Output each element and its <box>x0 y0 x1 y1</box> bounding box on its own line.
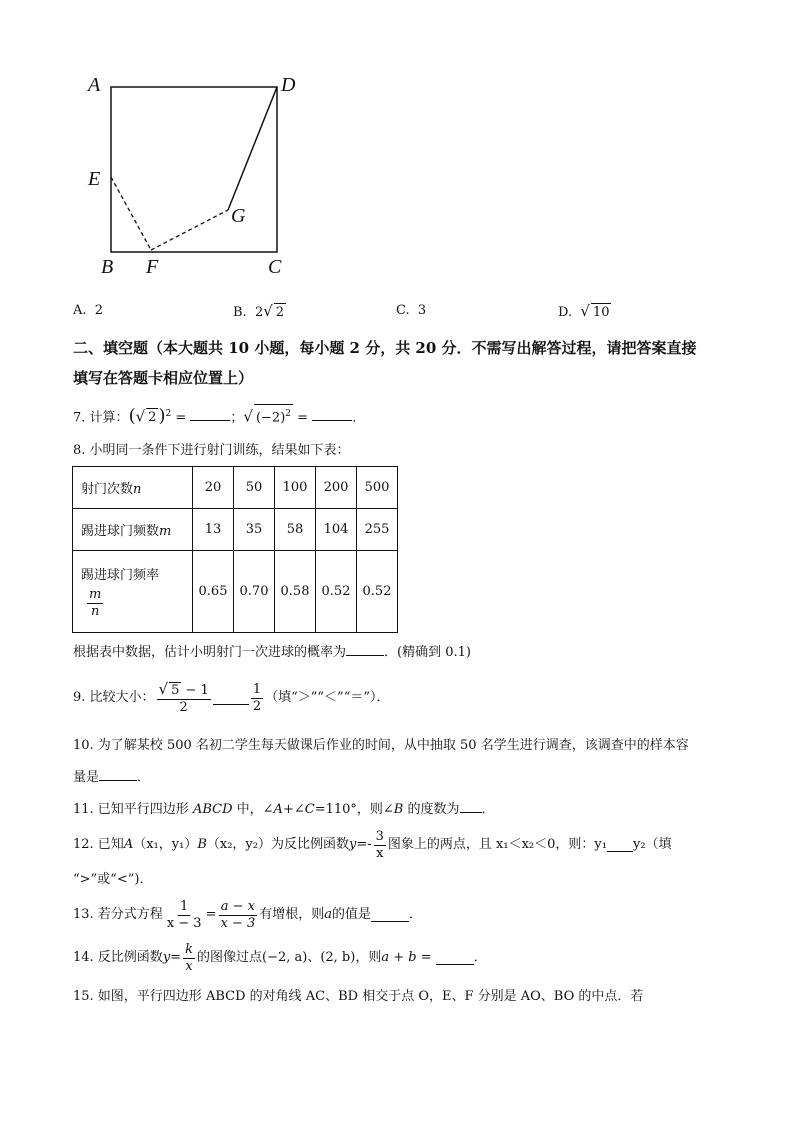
geometry-figure <box>0 0 794 300</box>
table-cell: 500 <box>357 467 398 509</box>
table-cell: 20 <box>193 467 234 509</box>
answer-blank[interactable] <box>346 643 384 656</box>
answer-blank[interactable] <box>460 800 482 813</box>
table-row <box>73 467 398 509</box>
answer-blank[interactable] <box>607 839 633 852</box>
table-cell: 58 <box>275 509 316 551</box>
point-label-g: G <box>231 205 246 227</box>
point-label-b: B <box>101 256 114 278</box>
row-header: 射门次数n <box>73 467 193 509</box>
table-cell: 0.65 <box>193 551 234 633</box>
table-cell: 0.70 <box>234 551 275 633</box>
option-d[interactable]: D. √ 10 <box>558 302 610 320</box>
table-cell: 0.58 <box>275 551 316 633</box>
point-label-c: C <box>268 256 282 278</box>
option-b[interactable]: B. 2√ 2 <box>233 302 285 320</box>
table-cell: 255 <box>357 509 398 551</box>
dashed-segment-ef <box>111 177 151 250</box>
question-10-line2: 量是 ． <box>73 770 151 785</box>
shots-table <box>72 466 398 633</box>
table-cell: 104 <box>316 509 357 551</box>
section-heading-line2: 填写在答题卡相应位置上） <box>73 369 254 387</box>
table-cell: 100 <box>275 467 316 509</box>
question-10-line1: 10. 为了解某校 500 名初二学生每天做课后作业的时间，从中抽取 50 名学生进行调查，该调查中的样本容 <box>73 738 689 753</box>
row-header: 踢进球门频率 $\frac{m}{n}$ <box>73 551 193 633</box>
answer-blank[interactable] <box>436 952 474 965</box>
point-label-a: A <box>88 74 101 96</box>
question-13: 13. 若分式方程 $\frac{1}{x - 3}$ = $\frac{a - x}{x - 3}$ 有增根，则 a 的值是 ． <box>73 898 423 931</box>
question-12-line2: “>”或“<”)． <box>73 872 153 887</box>
answer-blank[interactable] <box>99 768 137 781</box>
question-9: 9. 比较大小： $\frac{√ 5 - 1}{2}$ $\frac{1}{2}$ （填“＞”“＜”“＝”）． <box>73 679 390 715</box>
point-label-f: F <box>146 256 159 278</box>
table-cell: 50 <box>234 467 275 509</box>
table-row <box>73 551 398 633</box>
question-15: 15. 如图，平行四边形 ABCD 的对角线 AC、BD 相交于点 O，E、F 分别是 AO、BO 的中点．若 <box>73 989 644 1004</box>
answer-blank[interactable] <box>312 408 352 421</box>
row-header: 踢进球门频数m <box>73 509 193 551</box>
question-7: 7. 计算：(√ 2 )$^2$ = ；√ $(-2)^2$ = ． <box>73 405 366 427</box>
table-row <box>73 509 398 551</box>
table-cell: 0.52 <box>316 551 357 633</box>
question-11: 11. 已知平行四边形 ABCD 中，∠A+∠C=110°，则∠B 的度数为 ． <box>73 802 495 817</box>
question-12-line1: 12. 已知 A （x₁，y₁） B （x₂，y₂）为反比例函数 y =- $\frac{3}{x}$ 图象上的两点，且 x₁＜x₂＜0，则：y₁ y₂（填 <box>73 828 672 861</box>
table-cell: 0.52 <box>357 551 398 633</box>
point-label-e: E <box>88 168 101 190</box>
section-heading-line1: 二、填空题（本大题共 10 小题，每小题 2 分，共 20 分．不需写出解答过程，请把答案直接 <box>73 339 697 357</box>
table-cell: 35 <box>234 509 275 551</box>
table-cell: 200 <box>316 467 357 509</box>
point-label-d: D <box>281 74 296 96</box>
answer-blank[interactable] <box>371 909 409 922</box>
answer-blank[interactable] <box>190 408 230 421</box>
segment-dg <box>228 87 277 210</box>
square-abcd <box>111 87 277 252</box>
question-8-intro: 8. 小明同一条件下进行射门训练，结果如下表： <box>73 443 350 458</box>
question-14: 14. 反比例函数 y = $\frac{k}{x}$ 的图像过点 (−2, a) 、 (2, b) ，则 a + b = ． <box>73 941 487 974</box>
question-8-prompt: 根据表中数据，估计小明射门一次进球的概率为 ．(精确到 0.1) <box>73 645 471 660</box>
option-c[interactable]: C. 3 <box>396 303 427 318</box>
table-cell: 13 <box>193 509 234 551</box>
answer-blank[interactable] <box>213 692 249 705</box>
option-a[interactable]: A. 2 <box>73 303 104 318</box>
dashed-segment-fg <box>151 210 228 250</box>
